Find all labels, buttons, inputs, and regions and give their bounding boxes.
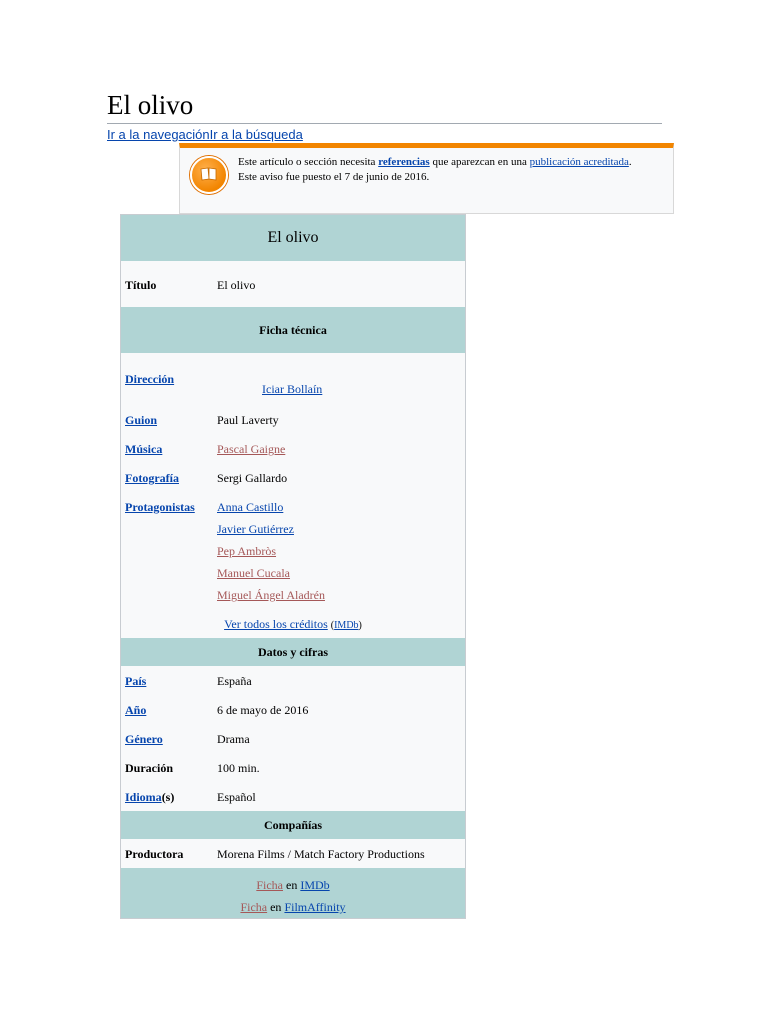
fotografia-value: Sergi Gallardo xyxy=(217,471,288,485)
composer-link[interactable]: Pascal Gaigne xyxy=(217,442,286,456)
row-protagonistas xyxy=(121,492,465,610)
external-links xyxy=(121,868,465,918)
row-productora xyxy=(121,839,465,868)
guion-value: Paul Laverty xyxy=(217,413,279,427)
notice-text-part: Este artículo o sección necesita xyxy=(238,156,379,168)
titulo-value: El olivo xyxy=(217,278,256,292)
row-fotografia xyxy=(121,463,465,492)
anio-value: 6 de mayo de 2016 xyxy=(217,703,309,717)
references-notice xyxy=(179,143,674,214)
film-infobox xyxy=(120,214,466,919)
genero-link[interactable]: Género xyxy=(125,732,163,746)
filmaffinity-link[interactable]: FilmAffinity xyxy=(284,900,346,914)
jump-links[interactable]: Ir a la navegaciónIr a la búsqueda xyxy=(107,127,303,142)
idioma-suffix: (s) xyxy=(161,790,175,804)
fotografia-link[interactable]: Fotografía xyxy=(125,471,179,485)
notice-text xyxy=(238,155,658,185)
imdb-small-link[interactable]: IMDb xyxy=(334,620,359,631)
pais-value: España xyxy=(217,674,252,688)
duracion-label: Duración xyxy=(125,761,173,775)
duracion-value: 100 min. xyxy=(217,761,260,775)
idioma-link[interactable]: Idioma xyxy=(125,790,162,804)
en-text: en xyxy=(283,878,301,892)
infobox-title: El olivo xyxy=(121,215,465,261)
productora-label: Productora xyxy=(125,847,184,861)
titulo-label: Título xyxy=(125,278,157,292)
idioma-value: Español xyxy=(217,790,256,804)
productora-value: Morena Films / Match Factory Productions xyxy=(217,847,425,861)
ver-todos-creditos-link[interactable]: Ver todos los créditos xyxy=(224,617,328,631)
ficha-filmaffinity-link[interactable]: Ficha xyxy=(240,900,268,914)
ver-todos-row xyxy=(121,610,465,638)
referencias-link[interactable]: referencias xyxy=(378,156,430,168)
guion-link[interactable]: Guion xyxy=(125,413,158,427)
imdb-link[interactable]: IMDb xyxy=(300,878,330,892)
row-pais xyxy=(121,666,465,695)
row-anio xyxy=(121,695,465,724)
genero-value: Drama xyxy=(217,732,250,746)
cast-link[interactable]: Anna Castillo xyxy=(217,500,284,514)
imdb-paren: (IMDb) xyxy=(330,620,362,631)
anio-link[interactable]: Año xyxy=(125,703,147,717)
page-title: El olivo xyxy=(107,90,194,120)
row-guion xyxy=(121,405,465,434)
row-musica xyxy=(121,434,465,463)
ficha-imdb-link[interactable]: Ficha xyxy=(256,878,283,892)
section-ficha-tecnica: Ficha técnica xyxy=(121,307,465,353)
notice-text-part: . xyxy=(628,156,632,168)
cast-link[interactable]: Manuel Cucala xyxy=(217,566,290,580)
musica-link[interactable]: Música xyxy=(125,442,163,456)
row-titulo xyxy=(121,261,465,307)
book-icon xyxy=(190,156,228,194)
row-duracion xyxy=(121,753,465,782)
en-text: en xyxy=(267,900,285,914)
row-direccion xyxy=(121,353,465,405)
section-datos-y-cifras: Datos y cifras xyxy=(121,638,465,666)
notice-text-part: que aparezcan en una xyxy=(429,156,530,168)
cast-link[interactable]: Miguel Ángel Aladrén xyxy=(217,588,325,602)
title-divider xyxy=(107,123,662,124)
notice-date: Este aviso fue puesto el 7 de junio de 2016. xyxy=(238,171,430,183)
row-idioma xyxy=(121,782,465,811)
pais-link[interactable]: País xyxy=(125,674,147,688)
direccion-link[interactable]: Dirección xyxy=(125,372,175,386)
cast-link[interactable]: Javier Gutiérrez xyxy=(217,522,294,536)
director-link[interactable]: Iciar Bollaín xyxy=(262,382,323,396)
protagonistas-link[interactable]: Protagonistas xyxy=(125,500,195,514)
row-genero xyxy=(121,724,465,753)
cast-link[interactable]: Pep Ambròs xyxy=(217,544,277,558)
section-companias: Compañías xyxy=(121,811,465,839)
publicacion-acreditada-link[interactable]: publicación acreditada xyxy=(529,156,629,168)
